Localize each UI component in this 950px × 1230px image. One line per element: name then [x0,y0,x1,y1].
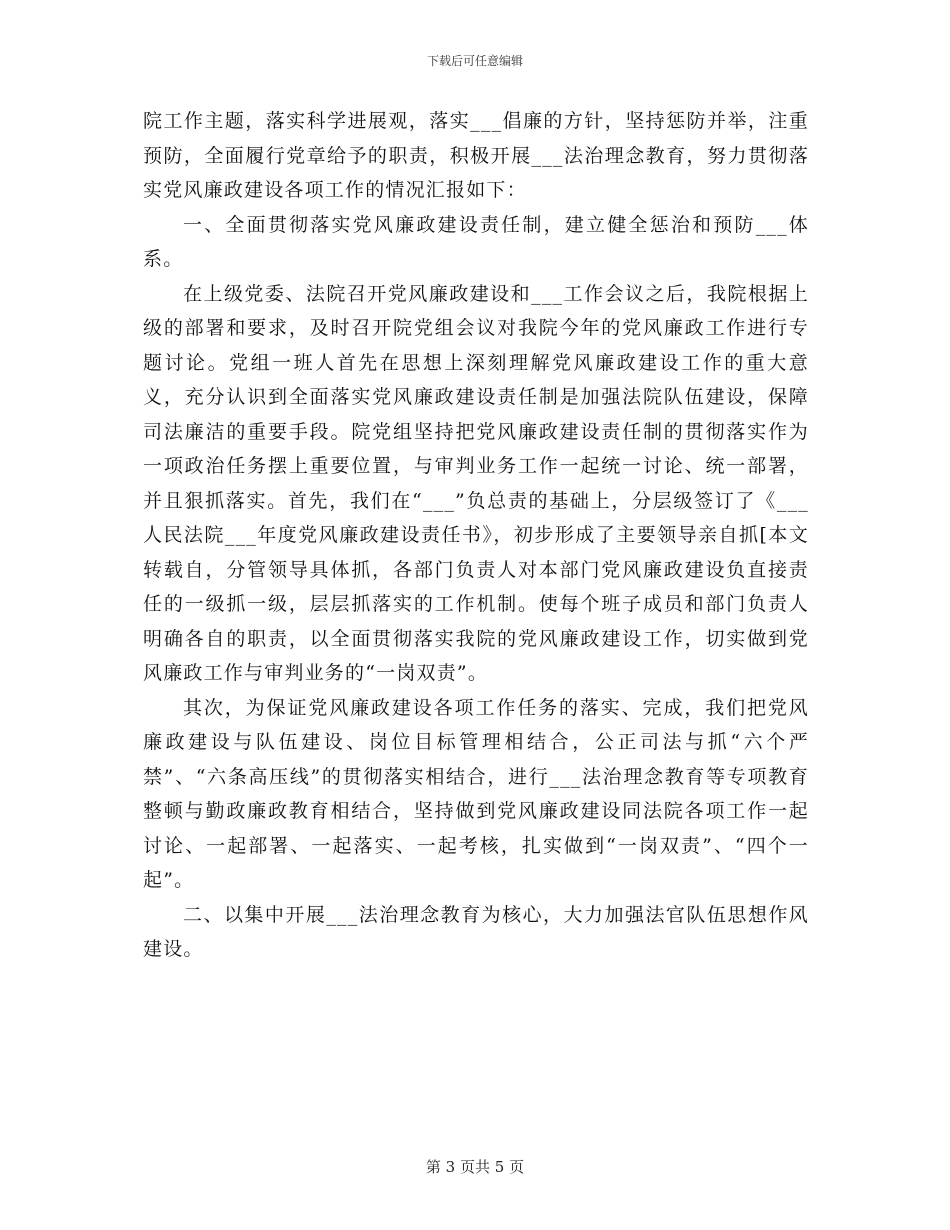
document-body [143,104,809,967]
page-header: 下载后可任意编辑 [426,54,523,68]
paragraph-responsibility-system: 在上级党委、法院召开党风廉政建设和___工作会议之后，我院根据上级的部署和要求，及时召开院党组会议对我院今年的党风廉政工作进行专题讨论。党组一班人首先在思想上深刻理解党风廉政建设工作的重大意义，充分认识到全面落实党风廉政建设责任制是加强法院队伍建设，保障司法廉洁的重要手段。院党组坚持把党风廉政建设责任制的贯彻落实作为一项政治任务摆上重要位置，与审判业务工作一起统一讨论、统一部署，并且狠抓落实。首先，我们在“___”负总责的基础上，分层级签订了《___人民法院___年度党风廉政建设责任书》，初步形成了主要领导亲自抓[本文转载自，分管领导具体抓，各部门负责人对本部门党风廉政建设负直接责任的一级抓一级，层层抓落实的工作机制。使每个班子成员和部门负责人明确各自的职责，以全面贯彻落实我院的党风廉政建设工作，切实做到党风廉政工作与审判业务的“一岗双责”。 [143,282,809,684]
section-heading-2: 二、以集中开展___法治理念教育为核心，大力加强法官队伍思想作风建设。 [143,903,809,960]
section-heading-1: 一、全面贯彻落实党风廉政建设责任制，建立健全惩治和预防___体系。 [143,213,809,270]
page-number: 第 3 页共 5 页 [425,1158,525,1176]
paragraph-secondly: 其次，为保证党风廉政建设各项工作任务的落实、完成，我们把党风廉政建设与队伍建设、岗位目标管理相结合，公正司法与抓“六个严禁”、“六条高压线”的贯彻落实相结合，进行___法治理念教育等专项教育整顿与勤政廉政教育相结合，坚持做到党风廉政建设同法院各项工作一起讨论、一起部署、一起落实、一起考核，扎实做到“一岗双责”、“四个一起”。 [143,696,809,891]
paragraph-continuation: 院工作主题，落实科学进展观，落实___倡廉的方针，坚持惩防并举，注重预防，全面履行党章给予的职责，积极开展___法治理念教育，努力贯彻落实党风廉政建设各项工作的情况汇报如下： [143,110,809,201]
